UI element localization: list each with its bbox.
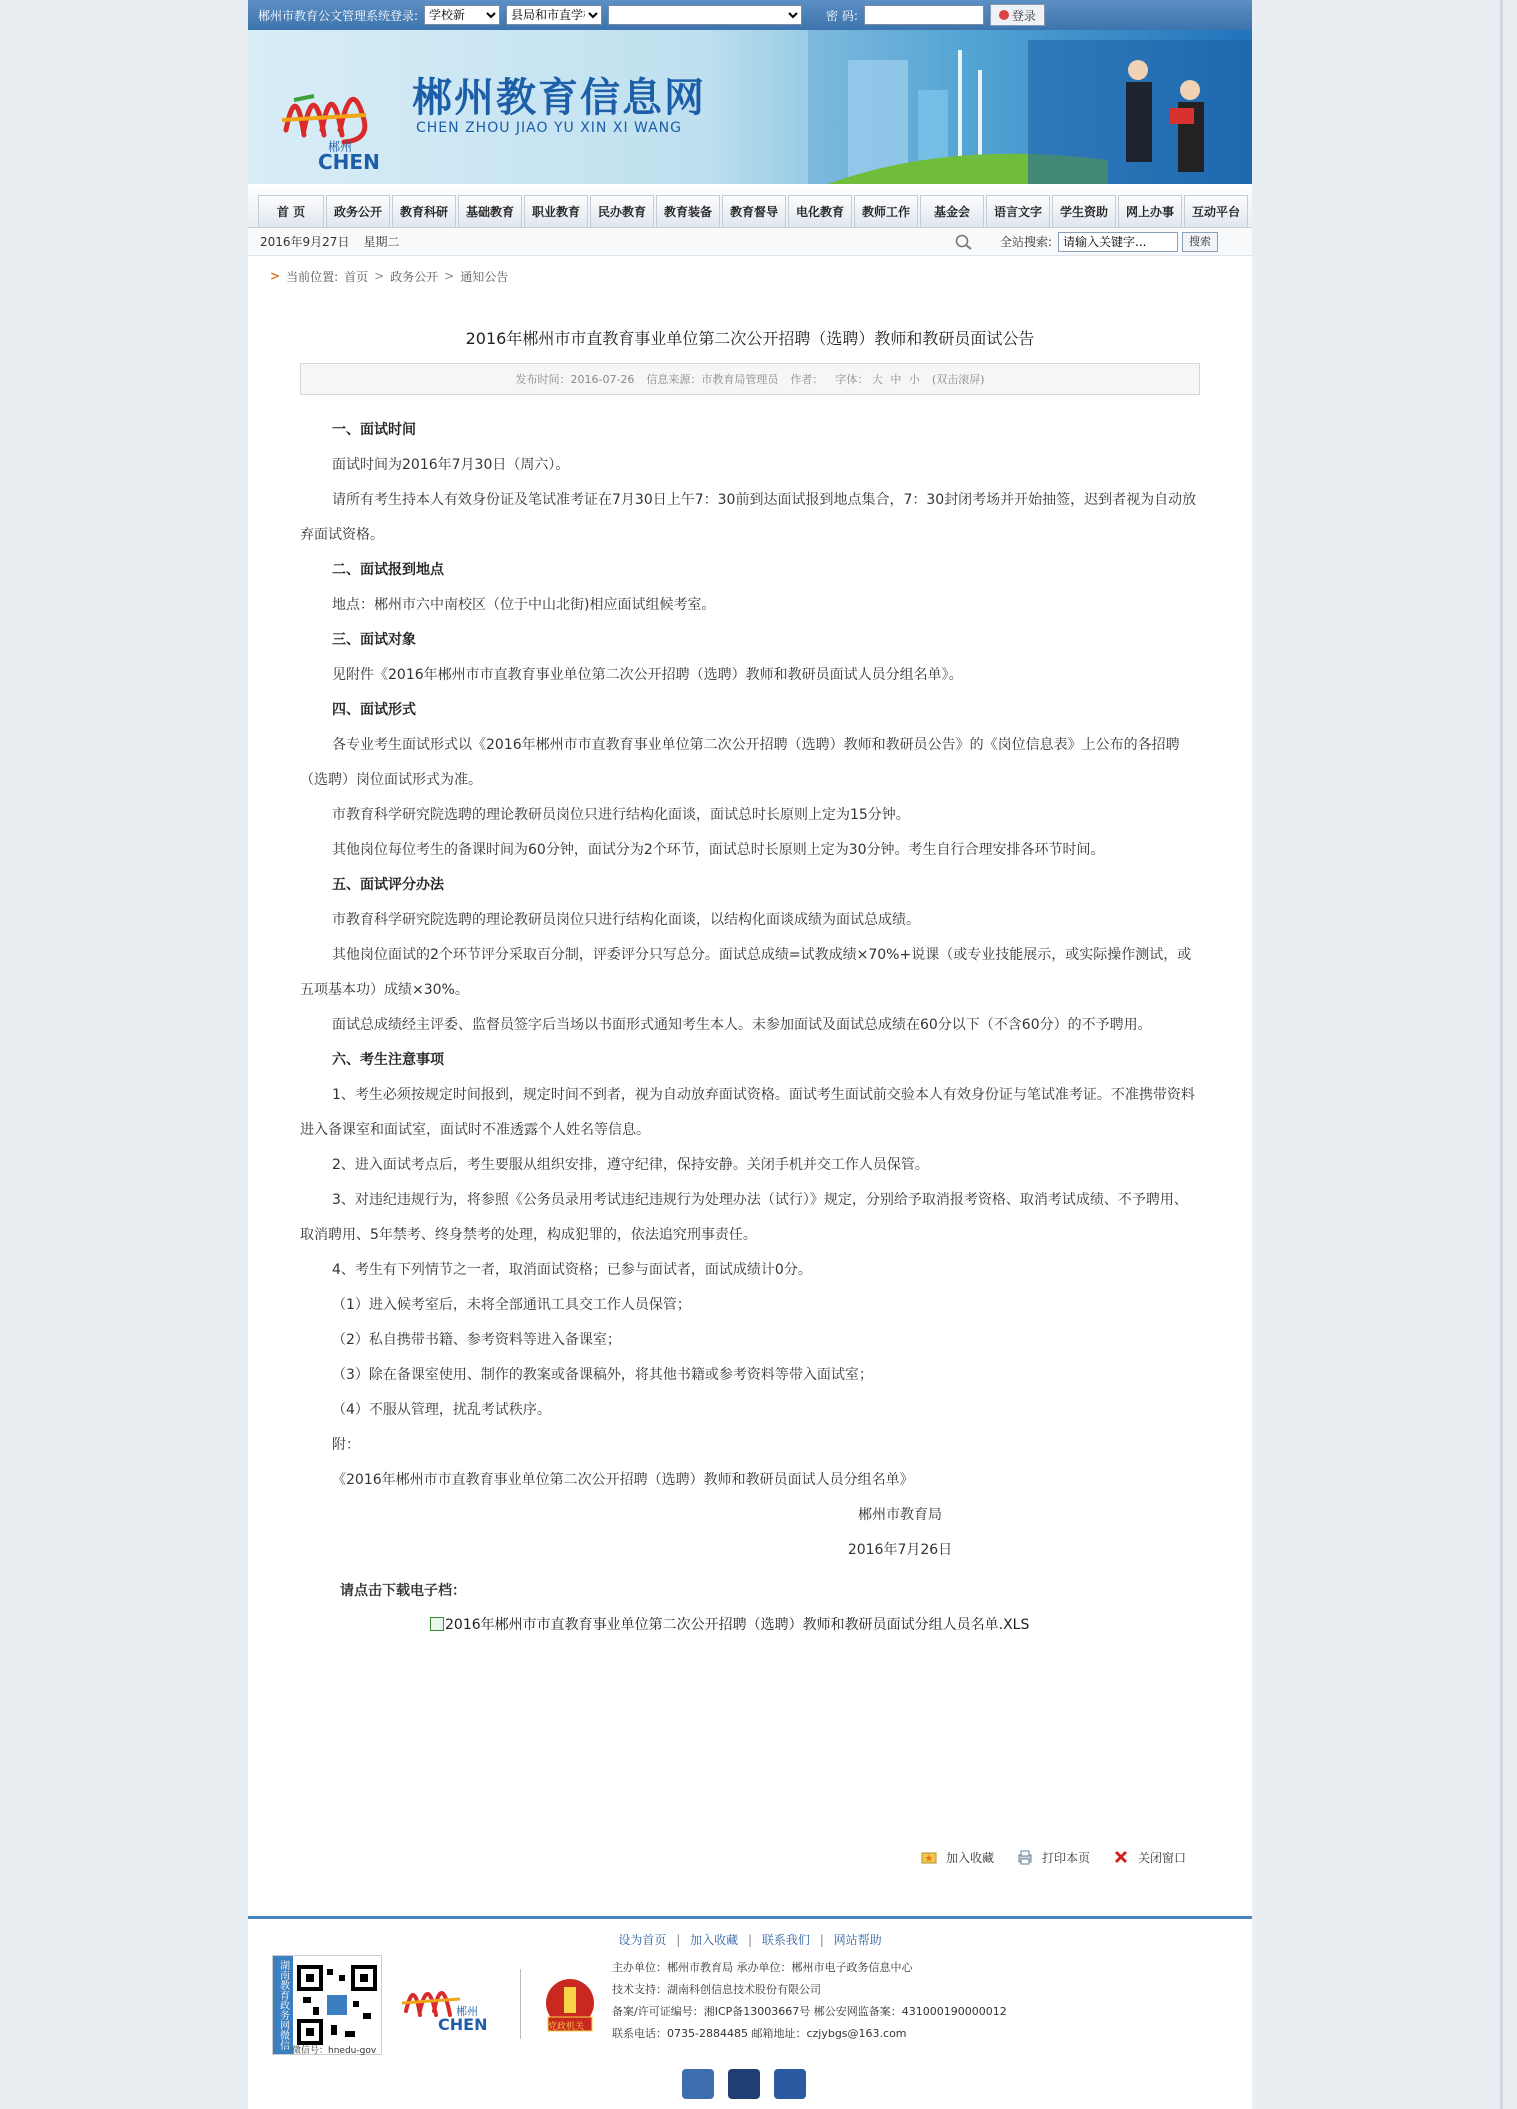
folder-star-icon [920,1848,938,1866]
font-size-large[interactable]: 大 [871,373,883,386]
print-label: 打印本页 [1041,1850,1090,1865]
police-net-security-icon[interactable] [774,2069,806,2099]
nav-item-language[interactable]: 语言文字 [986,195,1050,227]
article-meta [300,363,1200,395]
footer-info [612,1957,1007,2045]
article-paragraph: （3）除在备课室使用、制作的教案或备课稿外，将其他书籍或参考资料等带入面试室； [332,1367,873,1383]
site-search-button[interactable]: 搜索 [1182,232,1218,252]
article-paragraph: （1）进入候考室后，未将全部通讯工具交工作人员保管； [332,1297,691,1313]
download-filename[interactable]: 2016年郴州市市直教育事业单位第二次公开招聘（选聘）教师和教研员面试分组人员名单.XLS [445,1617,1030,1633]
login-button[interactable] [990,4,1045,26]
author: 作者： [790,373,824,386]
nav-item-private[interactable]: 民办教育 [590,195,654,227]
site-title: 郴州教育信息网 [412,75,706,121]
qr-code-icon [293,1956,381,2054]
article-paragraph: 请所有考生持本人有效身份证及笔试准考证在7月30日上午7：30前到达面试报到地点集合，7：30封闭考场并开始抽签，迟到者视为自动放弃面试资格。 [300,492,1197,543]
section-heading: 五、面试评分办法 [332,877,444,893]
download-label: 请点击下载电子档： [340,1583,466,1599]
signature-line: 郴州市教育局 [858,1507,942,1523]
logo-text-en: CHEN [318,150,380,174]
nav-item-basic-education[interactable]: 基础教育 [458,195,522,227]
qr-side-label: 湖南教育政务网微信 [273,1956,293,2054]
close-window-button[interactable] [1112,1848,1186,1866]
password-input[interactable] [864,5,984,25]
add-favorite-button[interactable] [920,1848,994,1866]
police-officer-icon[interactable] [728,2069,760,2099]
nav-item-home[interactable]: 首 页 [258,195,324,227]
nav-item-foundation[interactable]: 基金会 [920,195,984,227]
section-heading: 三、面试对象 [332,632,416,648]
add-favorite-label: 加入收藏 [945,1850,994,1865]
footer-link-contact[interactable]: 联系我们 [761,1933,810,1947]
site-footer [248,1916,1252,2109]
article-paragraph: 面试总成绩经主评委、监督员签字后当场以书面形式通知考生本人。未参加面试及面试总成绩在60分以下（不含60分）的不予聘用。 [332,1017,1152,1033]
current-weekday: 星期二 [363,235,400,249]
password-label: 密 码: [826,8,858,23]
breadcrumb-government[interactable]: 政务公开 [390,269,439,284]
article-body [300,413,1200,1568]
nav-item-e-education[interactable]: 电化教育 [788,195,852,227]
police-110-icon[interactable] [682,2069,714,2099]
article-paragraph: 其他岗位面试的2个环节评分采取百分制，评委评分只写总分。面试总成绩=试教成绩×70%+说课（或专业技能展示，或实际操作测试，或五项基本功）成绩×30%。 [300,947,1192,998]
article-paragraph: 4、考生有下列情节之一者，取消面试资格；已参与面试者，面试成绩计0分。 [332,1262,812,1278]
breadcrumb-notices[interactable]: 通知公告 [460,269,509,284]
article-paragraph: 地点：郴州市六中南校区（位于中山北街)相应面试组候考室。 [332,597,716,613]
font-size-medium[interactable]: 中 [890,373,902,386]
nav-item-research[interactable]: 教育科研 [392,195,456,227]
info-source: 信息来源：市教育局管理员 [646,373,779,386]
close-icon [1112,1848,1130,1866]
font-size-small[interactable]: 小 [908,373,920,386]
login-region-select[interactable] [506,5,602,25]
font-size-label: 字体： [835,373,869,386]
page-tools [920,1848,1186,1866]
main-nav [248,184,1252,228]
site-banner [248,30,1252,184]
nav-item-teachers[interactable]: 教师工作 [854,195,918,227]
banner-scene-image [808,30,1252,184]
page-container [248,0,1252,2109]
article-paragraph: 其他岗位每位考生的备课时间为60分钟，面试分为2个环节，面试总时长原则上定为30分钟。考生自行合理安排各环节时间。 [332,842,1105,858]
site-subtitle: CHEN ZHOU JIAO YU XIN XI WANG [416,120,683,136]
article-paragraph: 2、进入面试考点后，考生要服从组织安排，遵守纪律，保持安静。关闭手机并交工作人员保管。 [332,1157,929,1173]
footer-link-set-home[interactable]: 设为首页 [618,1933,667,1947]
article-title: 2016年郴州市市直教育事业单位第二次公开招聘（选聘）教师和教研员面试公告 [465,329,1035,348]
footer-logo-en: CHEN [438,2015,488,2034]
nav-item-interaction[interactable]: 互动平台 [1184,195,1248,227]
window-edge [1500,0,1503,2109]
section-heading: 二、面试报到地点 [332,562,444,578]
article-paragraph: （2）私自携带书籍、参考资料等进入备课室； [332,1332,621,1348]
police-badges [682,2069,806,2099]
nav-item-government[interactable]: 政务公开 [326,195,390,227]
publish-time: 发布时间：2016-07-26 [515,373,635,386]
section-heading: 六、考生注意事项 [332,1052,444,1068]
section-heading: 四、面试形式 [332,702,416,718]
nav-item-supervision[interactable]: 教育督导 [722,195,786,227]
login-label: 郴州市教育公文管理系统登录: [258,8,419,23]
login-bar [248,0,1252,30]
logo-text-cn: 郴州 [328,140,353,154]
article-paragraph: 市教育科学研究院选聘的理论教研员岗位只进行结构化面谈，面试总时长原则上定为15分钟。 [332,807,910,823]
article-paragraph: 市教育科学研究院选聘的理论教研员岗位只进行结构化面谈，以结构化面谈成绩为面试总成绩。 [332,912,920,928]
wechat-qr-block [272,1955,382,2055]
footer-tech-support: 技术支持：湖南科创信息技术股份有限公司 [612,1983,821,1996]
footer-divider [520,1969,521,2039]
login-button-label: 登录 [1011,8,1036,23]
breadcrumb-arrow-icon: > [270,269,281,283]
footer-icp: 备案/许可证编号：湘ICP备13003667号 郴公安网监备案：431000190000012 [612,2005,1007,2018]
nav-item-student-aid[interactable]: 学生资助 [1052,195,1116,227]
badge-text: 党政机关 [548,2022,585,2032]
scroll-hint[interactable]: (双击滚屏) [931,373,985,386]
printer-icon [1016,1848,1034,1866]
breadcrumb-separator-icon: > [374,269,385,283]
magnifier-icon [954,233,974,251]
article-paragraph: （4）不服从管理，扰乱考试秩序。 [332,1402,551,1418]
article-paragraph: 面试时间为2016年7月30日（周六）。 [332,457,570,473]
login-icon [999,10,1009,20]
close-window-label: 关闭窗口 [1137,1850,1186,1865]
nav-item-equipment[interactable]: 教育装备 [656,195,720,227]
login-type-select[interactable] [424,5,500,25]
breadcrumb-label: 当前位置: [286,269,339,284]
download-link[interactable] [430,1614,1252,1634]
print-button[interactable] [1016,1848,1090,1866]
article-paragraph: 1、考生必须按规定时间报到，规定时间不到者，视为自动放弃面试资格。面试考生面试前交验本人有效身份证与笔试准考证。不准携带资料进入备课室和面试室，面试时不准透露个人姓名等信息。 [300,1087,1195,1138]
nav-item-online-services[interactable]: 网上办事 [1118,195,1182,227]
breadcrumb-separator-icon: > [444,269,455,283]
signature-line: 2016年7月26日 [847,1542,953,1558]
excel-file-icon [430,1617,444,1631]
qr-caption: 微信号：hnedu-gov [292,2046,377,2056]
current-date: 2016年9月27日 [260,235,350,249]
footer-logo-cn: 郴州 [456,2005,478,2018]
section-heading: 一、面试时间 [332,422,416,438]
search-label: 全站搜索: [999,235,1052,249]
footer-link-favorite[interactable]: 加入收藏 [690,1933,739,1947]
article-paragraph: 附： [332,1437,360,1453]
article-paragraph: 见附件《2016年郴州市市直教育事业单位第二次公开招聘（选聘）教师和教研员面试人员分组名单》。 [332,667,963,683]
nav-item-vocational[interactable]: 职业教育 [524,195,588,227]
article-paragraph: 各专业考生面试形式以《2016年郴州市市直教育事业单位第二次公开招聘（选聘）教师和教研员公告》的《岗位信息表》上公布的各招聘（选聘）岗位面试形式为准。 [300,737,1180,788]
site-search-input[interactable] [1058,232,1178,252]
footer-links: 设为首页 | 加入收藏 | 联系我们 | 网站帮助 [618,1933,882,1947]
footer-link-help[interactable]: 网站帮助 [833,1933,882,1947]
date-search-bar [248,228,1252,256]
article-paragraph: 3、对违纪违规行为，将参照《公务员录用考试违纪违规行为处理办法（试行）》规定，分别给予取消报考资格、取消考试成绩、不予聘用、取消聘用、5年禁考、终身禁考的处理，构成犯罪的，依法追究刑事责任。 [300,1192,1188,1243]
article-paragraph: 《2016年郴州市市直教育事业单位第二次公开招聘（选聘）教师和教研员面试人员分组名单》 [332,1472,914,1488]
breadcrumb-home[interactable]: 首页 [344,269,369,284]
footer-sponsor: 主办单位：郴州市教育局 承办单位：郴州市电子政务信息中心 [612,1961,913,1974]
login-unit-select[interactable] [608,5,802,25]
breadcrumb [248,256,1252,296]
footer-contact: 联系电话：0735-2884485 邮箱地址：czjybgs@163.com [612,2027,907,2040]
